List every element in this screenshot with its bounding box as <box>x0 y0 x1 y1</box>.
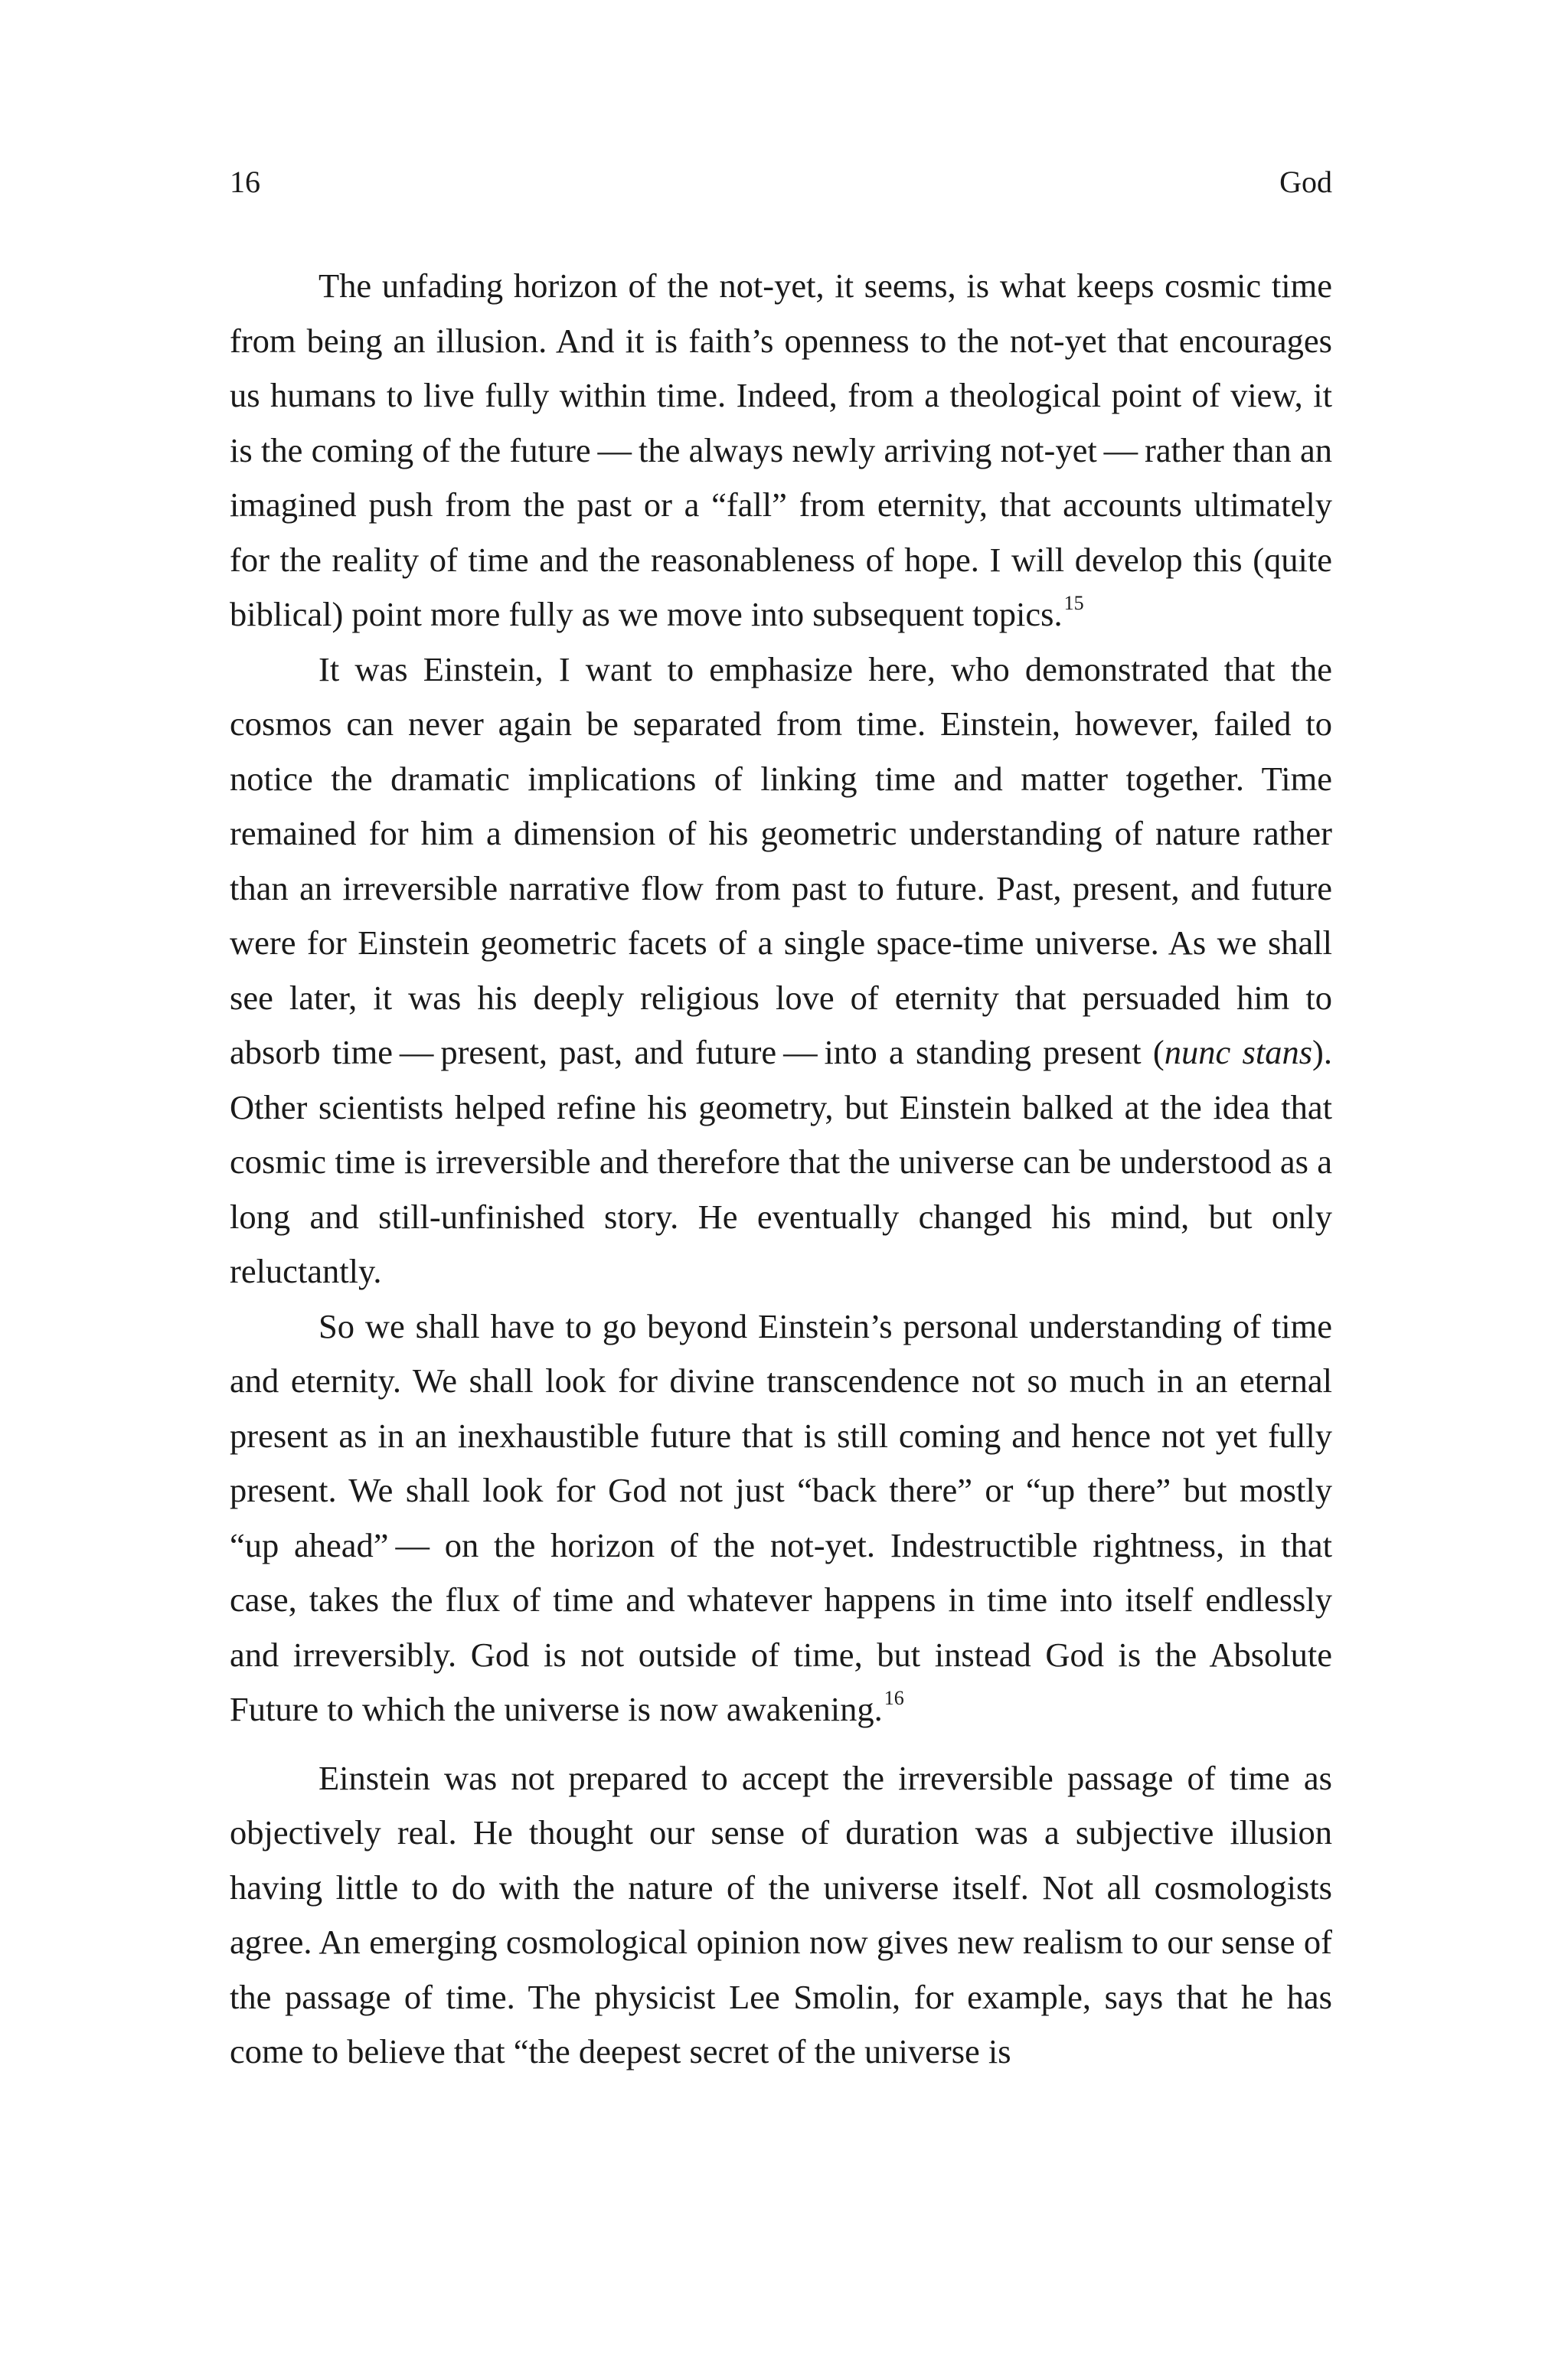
paragraph-2-text-before: It was Einstein, I want to emphasize here, who demonstrated that the cosmos can never again be separated from time. Einstein, however, failed to notice the dramatic implications of linking time and matter together. Time remained for him a dimension of his geometric understanding of nature rather than an irreversible narrative flow from past to future. Past, present, and future were for Einstein geometric facets of a single space-time universe. As we shall see later, it was his deeply religious love of eternity that persuaded him to absorb time — present, past, and future — into a standing present ( <box>230 649 1332 1071</box>
paragraph-4-text: Einstein was not prepared to accept the irreversible passage of time as objectively real. He thought our sense of duration was a subjective illusion having little to do with the nature of the universe itself. Not all cosmologists agree. An emerging cosmological opinion now gives new realism to our sense of the passage of time. The physicist Lee Smolin, for example, says that he has come to believe that “the deepest secret of the universe is <box>230 1758 1332 2070</box>
body-text <box>230 259 1332 2080</box>
paragraph-3-text: So we shall have to go beyond Einstein’s personal understanding of time and eternity. We shall look for divine transcendence not so much in an eternal present as in an inexhaustible future that is still coming and hence not yet fully present. We shall look for God not just “back there” or “up there” but mostly “up ahead” — on the horizon of the not-yet. Indestructible rightness, in that case, takes the flux of time and whatever happens in time into itself endlessly and irreversibly. God is not outside of time, but instead God is the Absolute Future to which the universe is now awakening. <box>230 1306 1332 1728</box>
footnote-ref-16: 16 <box>884 1687 904 1710</box>
footnote-ref-15: 15 <box>1063 592 1084 615</box>
paragraph-1 <box>230 259 1332 642</box>
latin-term: nunc stans <box>1164 1033 1313 1071</box>
paragraph-4 <box>230 1751 1332 2080</box>
paragraph-3 <box>230 1299 1332 1737</box>
running-title: God <box>1279 165 1332 199</box>
paragraph-1-text: The unfading horizon of the not-yet, it seems, is what keeps cosmic time from being an illusion. And it is faith’s openness to the not-yet that encourages us humans to live fully within time. Indeed, from a theological point of view, it is the coming of the future — the always newly arriving not-yet — rather than an imagined push from the past or a “fall” from eternity, that accounts ultimately for the reality of time and the reasonableness of hope. I will develop this (quite biblical) point more fully as we move into subsequent topics. <box>230 266 1332 633</box>
page-number: 16 <box>230 165 260 199</box>
running-head <box>230 159 1332 205</box>
paragraph-2-text-after: ). Other scientists helped refine his geometry, but Einstein balked at the idea that cosmic time is irreversible and therefore that the universe can be understood as a long and still-unfinished story. He eventually changed his mind, but only reluctantly. <box>230 1033 1332 1290</box>
paragraph-2 <box>230 642 1332 1299</box>
